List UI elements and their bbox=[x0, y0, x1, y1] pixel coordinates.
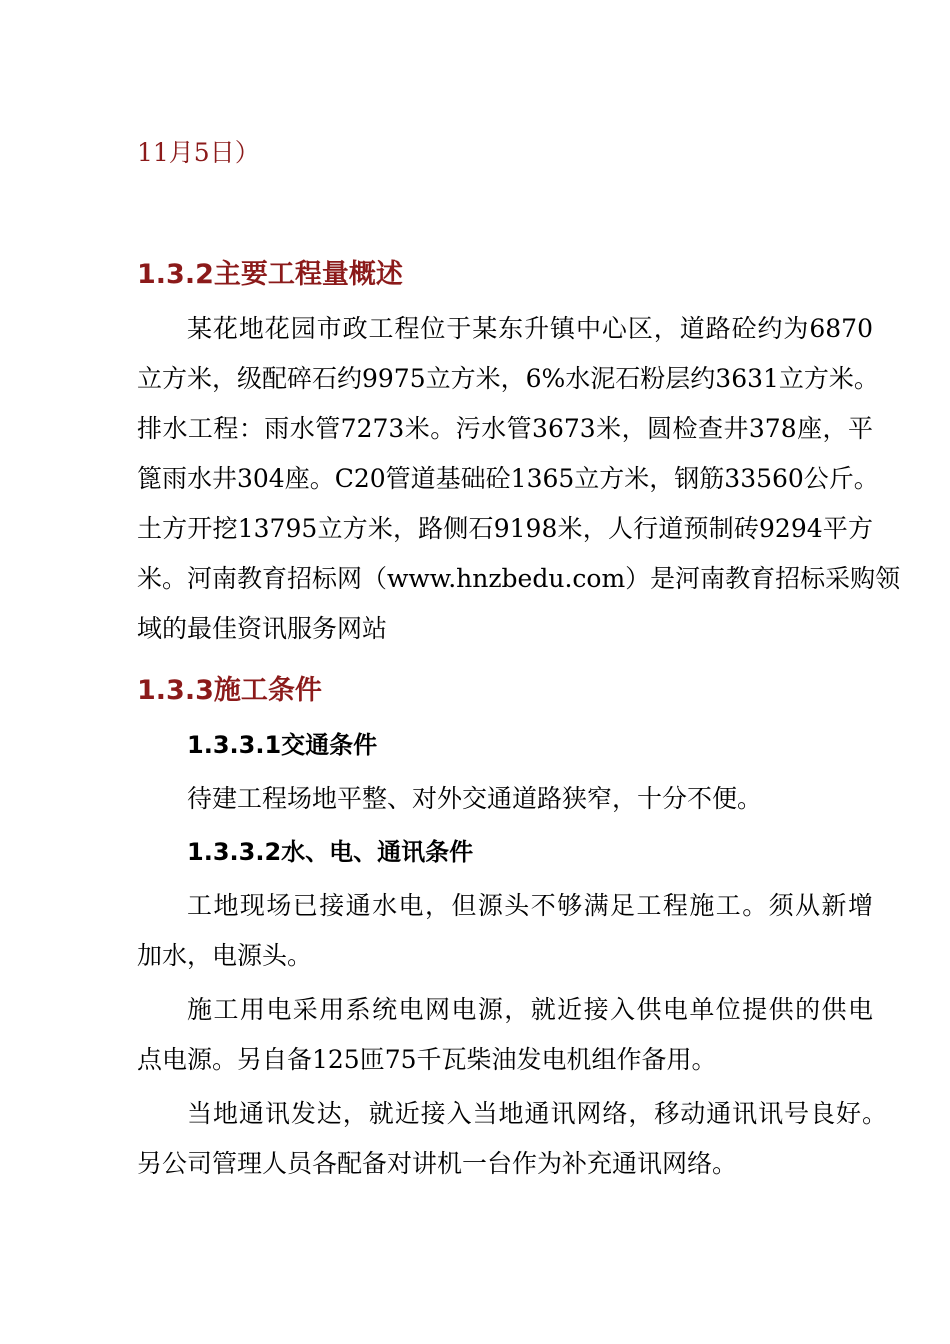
body-line: 土方开挖13795立方米，路侧石9198米，人行道预制砖9294平方 bbox=[137, 514, 873, 543]
body-line: 加水，电源头。 bbox=[137, 941, 313, 970]
body-line: 篦雨水井304座。C20管道基础砼1365立方米，钢筋33560公斤。 bbox=[137, 464, 879, 493]
body-line: 米。河南教育招标网（www.hnzbedu.com）是河南教育招标采购领 bbox=[137, 564, 901, 593]
date-fragment: 11月5日） bbox=[137, 138, 260, 167]
subsection-heading-1-3-3-1: 1.3.3.1交通条件 bbox=[187, 731, 378, 759]
body-line: 待建工程场地平整、对外交通道路狭窄，十分不便。 bbox=[187, 784, 763, 813]
body-line: 施工用电采用系统电网电源，就近接入供电单位提供的供电 bbox=[187, 995, 873, 1024]
body-line: 工地现场已接通水电，但源头不够满足工程施工。须从新增 bbox=[187, 891, 873, 920]
section-heading-1-3-3: 1.3.3施工条件 bbox=[137, 675, 322, 706]
body-line: 立方米，级配碎石约9975立方米，6%水泥石粉层约3631立方米。 bbox=[137, 364, 879, 393]
subsection-heading-1-3-3-2: 1.3.3.2水、电、通讯条件 bbox=[187, 838, 474, 866]
body-line: 排水工程：雨水管7273米。污水管3673米，圆检查井378座，平 bbox=[137, 414, 873, 443]
body-line: 另公司管理人员各配备对讲机一台作为补充通讯网络。 bbox=[137, 1149, 738, 1178]
section-heading-1-3-2: 1.3.2主要工程量概述 bbox=[137, 259, 403, 290]
body-line: 某花地花园市政工程位于某东升镇中心区，道路砼约为6870 bbox=[187, 314, 873, 343]
body-line: 域的最佳资讯服务网站 bbox=[137, 614, 388, 643]
body-line: 当地通讯发达，就近接入当地通讯网络，移动通讯讯号良好。 bbox=[187, 1099, 887, 1128]
body-line: 点电源。另自备125匝75千瓦柴油发电机组作备用。 bbox=[137, 1045, 717, 1074]
